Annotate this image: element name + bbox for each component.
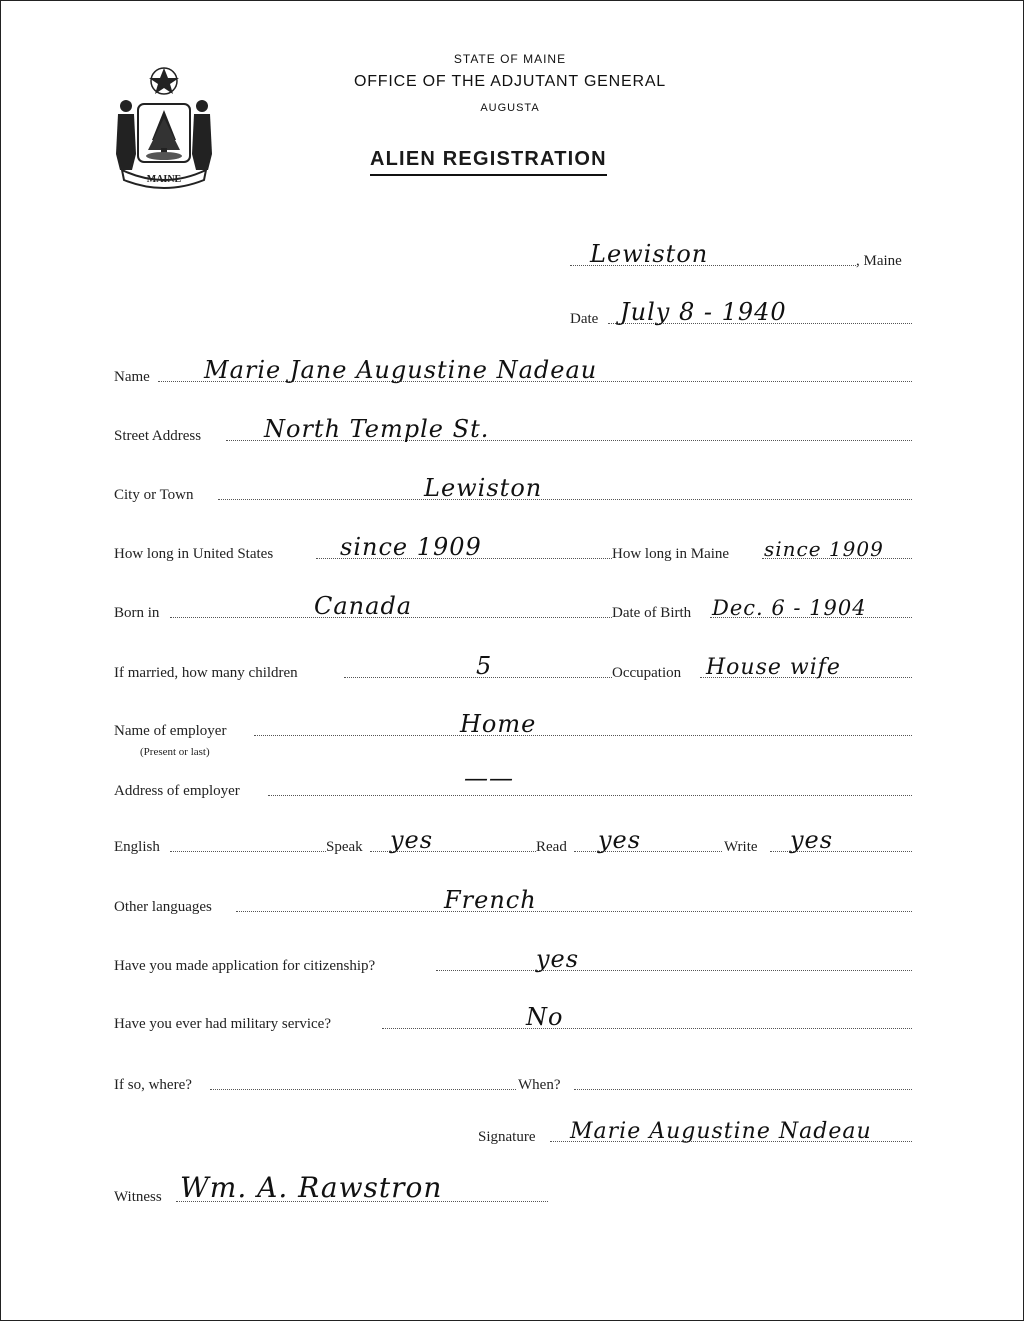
how-long-us-label: How long in United States <box>114 546 274 562</box>
date-of-birth-label: Date of Birth <box>612 605 692 621</box>
speak-value[interactable]: yes <box>390 826 434 854</box>
street-address-label: Street Address <box>114 428 202 444</box>
children-label: If married, how many children <box>114 665 298 681</box>
employer-line <box>254 735 912 736</box>
birth-row <box>114 592 912 622</box>
write-label: Write <box>724 839 758 855</box>
read-line <box>574 851 722 852</box>
english-line <box>170 851 326 852</box>
english-row <box>114 826 912 856</box>
city-value[interactable]: Lewiston <box>424 474 543 502</box>
military-label: Have you ever had military service? <box>114 1016 331 1032</box>
employer-address-line <box>268 795 912 796</box>
citizenship-row <box>114 945 912 975</box>
form-title: ALIEN REGISTRATION <box>370 148 607 176</box>
state-heading: STATE OF MAINE <box>453 52 567 66</box>
city-heading: AUGUSTA <box>480 102 540 114</box>
signature-label: Signature <box>478 1129 536 1145</box>
other-languages-value[interactable]: French <box>444 886 537 914</box>
seal-lettering: MAINE <box>146 174 182 185</box>
other-languages-row <box>114 886 912 916</box>
date-row <box>114 298 912 328</box>
city-row <box>114 474 912 504</box>
city-line <box>218 499 912 500</box>
employer-address-row <box>114 764 912 800</box>
how-long-maine-label: How long in Maine <box>612 546 730 562</box>
street-address-value[interactable]: North Temple St. <box>264 415 490 443</box>
read-value[interactable]: yes <box>598 826 642 854</box>
write-value[interactable]: yes <box>790 826 834 854</box>
witness-value[interactable]: Wm. A. Rawstron <box>180 1171 443 1204</box>
signature-value[interactable]: Marie Augustine Nadeau <box>570 1119 872 1144</box>
how-long-us-value[interactable]: since 1909 <box>340 533 482 561</box>
city-label: City or Town <box>114 487 194 503</box>
other-languages-line <box>236 911 912 912</box>
maine-state-seal-icon <box>108 62 220 192</box>
read-label: Read <box>536 839 567 855</box>
employer-value[interactable]: Home <box>460 710 537 738</box>
how-long-row <box>114 533 912 563</box>
when-label: When? <box>518 1077 561 1093</box>
signature-row <box>114 1116 912 1146</box>
where-line <box>210 1089 516 1090</box>
street-address-row <box>114 415 912 445</box>
employer-address-value[interactable]: —— <box>464 764 514 792</box>
name-label: Name <box>114 369 150 385</box>
date-of-birth-value[interactable]: Dec. 6 - 1904 <box>712 596 867 620</box>
witness-label: Witness <box>114 1189 162 1205</box>
military-line <box>382 1028 912 1029</box>
born-in-label: Born in <box>114 605 160 621</box>
place-row <box>114 240 912 270</box>
born-in-value[interactable]: Canada <box>314 592 413 620</box>
citizenship-value[interactable]: yes <box>536 945 580 973</box>
citizenship-label: Have you made application for citizenship? <box>114 958 376 974</box>
occupation-value[interactable]: House wife <box>706 655 841 680</box>
place-value[interactable]: Lewiston <box>590 240 709 268</box>
citizenship-line <box>436 970 912 971</box>
other-languages-label: Other languages <box>114 899 212 915</box>
employer-row <box>114 710 912 758</box>
place-suffix: , Maine <box>856 253 902 269</box>
children-value[interactable]: 5 <box>476 652 493 680</box>
name-value[interactable]: Marie Jane Augustine Nadeau <box>204 356 598 384</box>
how-long-maine-value[interactable]: since 1909 <box>764 537 884 561</box>
where-label: If so, where? <box>114 1077 192 1093</box>
employer-label: Name of employer <box>114 723 227 739</box>
employer-sublabel: (Present or last) <box>140 746 210 758</box>
speak-label: Speak <box>326 839 363 855</box>
when-line <box>574 1089 912 1090</box>
military-row <box>114 1003 912 1033</box>
witness-row <box>114 1171 912 1206</box>
date-value[interactable]: July 8 - 1940 <box>620 298 787 326</box>
employer-address-label: Address of employer <box>114 783 240 799</box>
occupation-label: Occupation <box>612 665 682 681</box>
office-heading: OFFICE OF THE ADJUTANT GENERAL <box>353 73 667 90</box>
name-row <box>114 356 912 386</box>
where-when-row <box>114 1064 912 1094</box>
children-row <box>114 652 912 682</box>
military-value[interactable]: No <box>526 1003 564 1031</box>
date-label: Date <box>570 311 599 327</box>
english-label: English <box>114 839 160 855</box>
